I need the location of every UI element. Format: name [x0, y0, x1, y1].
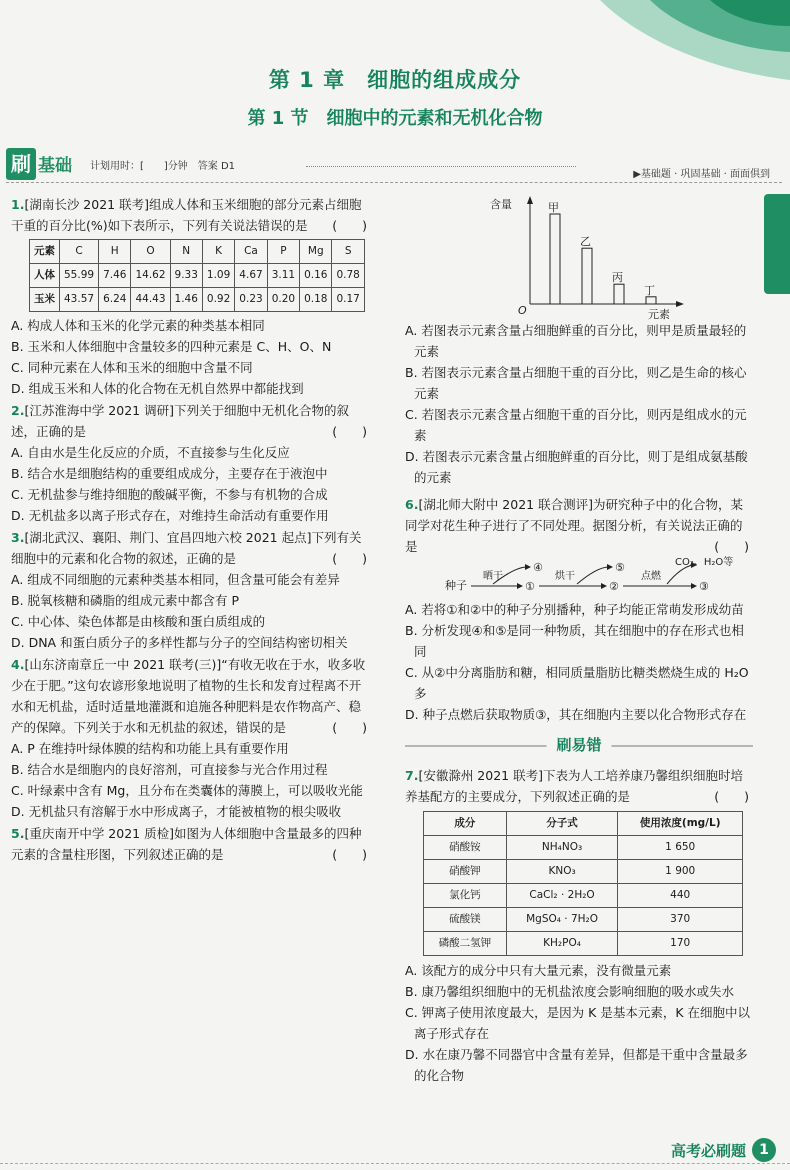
- option-c[interactable]: C. 从②中分离脂肪和糖，相同质量脂肪比糖类燃烧生成的 H₂O 多: [405, 665, 749, 701]
- answer-blank[interactable]: ( ): [332, 424, 367, 439]
- table-cell: 0.16: [300, 264, 332, 288]
- divider-title: 刷易错: [546, 735, 611, 756]
- question-stem: [湖北武汉、襄阳、荆门、宜昌四地六校 2021 起点]下列有关细胞中的元素和化合物的叙述，正确的是: [11, 530, 362, 566]
- bar-label: 乙: [580, 235, 591, 249]
- table-cell: NH₄NO₃: [506, 836, 618, 860]
- table-cell: 55.99: [60, 264, 99, 288]
- practice-banner: [6, 148, 782, 182]
- question-1: [11, 194, 371, 399]
- table-cell: N: [170, 240, 202, 264]
- product-4: ④: [533, 561, 543, 574]
- option-c[interactable]: C. 无机盐参与维持细胞的酸碱平衡，不参与有机物的合成: [11, 487, 328, 502]
- table-header-row: [30, 240, 365, 264]
- table-cell: C: [60, 240, 99, 264]
- option-d[interactable]: D. 组成玉米和人体的化合物在无机自然界中都能找到: [11, 381, 304, 396]
- product-1: ①: [525, 580, 535, 593]
- table-row: [424, 932, 743, 956]
- table-cell: 0.17: [332, 288, 364, 312]
- table-header-row: [424, 812, 743, 836]
- table-cell: Ca: [235, 240, 267, 264]
- bar-丙: [614, 284, 624, 304]
- table-cell: 氯化钙: [424, 884, 507, 908]
- table-cell: 1 650: [618, 836, 743, 860]
- bar-label: 甲: [548, 201, 559, 214]
- option-b[interactable]: B. 结合水是细胞内的良好溶剂，可直接参与光合作用过程: [11, 762, 328, 777]
- origin-label: O: [518, 304, 527, 317]
- answer-blank[interactable]: ( ): [332, 720, 367, 735]
- answer-blank[interactable]: ( ): [332, 218, 367, 233]
- element-table: [29, 239, 365, 312]
- seed-label: 种子: [445, 579, 467, 592]
- dotted-rule: [306, 166, 576, 167]
- question-6: [405, 494, 753, 725]
- option-a[interactable]: A. 构成人体和玉米的化学元素的种类基本相同: [11, 318, 265, 333]
- step-dry-sun: 晒干: [483, 571, 503, 582]
- table-cell: 1.46: [170, 288, 202, 312]
- option-b[interactable]: B. 玉米和人体细胞中含量较多的四种元素是 C、H、O、N: [11, 339, 332, 354]
- option-c[interactable]: C. 同种元素在人体和玉米的细胞中含量不同: [11, 360, 253, 375]
- question-stem: [江苏淮海中学 2021 调研]下列关于细胞中无机化合物的叙述，正确的是: [11, 403, 349, 439]
- table-cell: 44.43: [131, 288, 170, 312]
- badge-label: 基础: [38, 156, 72, 176]
- chapter-title: 第 1 章 细胞的组成成分: [268, 68, 522, 92]
- table-cell: 6.24: [99, 288, 131, 312]
- option-d[interactable]: D. 若图表示元素含量占细胞鲜重的百分比，则丁是组成氨基酸的元素: [405, 449, 748, 485]
- table-cell: K: [202, 240, 234, 264]
- table-cell: 4.67: [235, 264, 267, 288]
- question-stem: [湖南长沙 2021 联考]组成人体和玉米细胞的部分元素占细胞干重的百分比(%)如下表所示，下列有关说法错误的是: [11, 197, 362, 233]
- table-cell: Mg: [300, 240, 332, 264]
- footer: [671, 1138, 776, 1162]
- product-3: ③: [699, 580, 709, 593]
- step-oven-dry: 烘干: [555, 571, 575, 582]
- section-title: 第 1 节 细胞中的元素和无机化合物: [247, 108, 543, 129]
- table-row: [30, 288, 365, 312]
- option-c[interactable]: C. 钾离子使用浓度最大，是因为 K 是基本元素，K 在细胞中以离子形式存在: [405, 1005, 750, 1041]
- side-tab: [764, 194, 790, 294]
- bar-group: [548, 201, 656, 304]
- answer-blank[interactable]: ( ): [714, 539, 749, 554]
- option-a[interactable]: A. 若将①和②中的种子分别播种，种子均能正常萌发形成幼苗: [405, 602, 744, 617]
- table-cell: 硫酸镁: [424, 908, 507, 932]
- footer-brand: 高考必刷题: [670, 1141, 746, 1160]
- option-d[interactable]: D. 种子点燃后获取物质③，其在细胞内主要以化合物形式存在: [405, 707, 747, 722]
- table-cell: O: [131, 240, 170, 264]
- table-cell: 元素: [30, 240, 60, 264]
- plan-time: 计划用时：[ ]分钟 答案 D1: [90, 161, 236, 172]
- table-cell: 7.46: [99, 264, 131, 288]
- question-number: 2.: [11, 403, 25, 418]
- option-b[interactable]: B. 结合水是细胞结构的重要组成成分，主要存在于液泡中: [11, 466, 328, 481]
- question-stem: [重庆南开中学 2021 质检]如图为人体细胞中含量最多的四种元素的含量柱形图，下列叙述正确的是: [11, 826, 362, 862]
- table-cell: S: [332, 240, 364, 264]
- table-row: [424, 908, 743, 932]
- table-cell: 440: [618, 884, 743, 908]
- question-5-stem: [11, 823, 371, 865]
- medium-table: [423, 811, 743, 956]
- product-2: ②: [609, 580, 619, 593]
- table-row: [424, 836, 743, 860]
- banner-rule: [6, 182, 782, 183]
- question-number: 6.: [405, 497, 419, 512]
- question-3: [11, 527, 371, 653]
- y-axis-label: 含量: [490, 198, 512, 211]
- question-number: 1.: [11, 197, 25, 212]
- table-cell: 0.23: [235, 288, 267, 312]
- option-b[interactable]: B. 康乃馨组织细胞中的无机盐浓度会影响细胞的吸水或失水: [405, 984, 735, 999]
- x-axis-arrow: [676, 301, 684, 307]
- element-bar-chart: [490, 194, 690, 321]
- question-stem: [山东济南章丘一中 2021 联考(三)]“有收无收在于水，收多收少在于肥。”这句农谚形象地说明了植物的生长和发育过程离不开水和无机盐，适时适量地灌溉和追施各种肥料是农作物高产、稳产的保障。下列关于水和无机盐的叙述，错误的是: [11, 657, 366, 735]
- table-cell: 0.78: [332, 264, 364, 288]
- question-5-options: [405, 320, 753, 488]
- table-cell: 14.62: [131, 264, 170, 288]
- combustion-products: CO₂、H₂O等: [675, 557, 734, 568]
- table-cell: 人体: [30, 264, 60, 288]
- option-d[interactable]: D. DNA 和蛋白质分子的多样性都与分子的空间结构密切相关: [11, 635, 348, 650]
- seed-processing-flow: [445, 557, 765, 599]
- table-cell: 370: [618, 908, 743, 932]
- answer-blank[interactable]: ( ): [714, 789, 749, 804]
- table-cell: 磷酸二氢钾: [424, 932, 507, 956]
- table-cell: 玉米: [30, 288, 60, 312]
- table-cell: 硝酸钾: [424, 860, 507, 884]
- table-row: [424, 884, 743, 908]
- option-b[interactable]: B. 若图表示元素含量占细胞干重的百分比，则乙是生命的核心元素: [405, 365, 747, 401]
- table-cell: 硝酸铵: [424, 836, 507, 860]
- x-axis-label: 元素: [648, 308, 670, 321]
- table-cell: 3.11: [267, 264, 299, 288]
- bar-丁: [646, 297, 656, 304]
- table-cell: H: [99, 240, 131, 264]
- option-b[interactable]: B. 脱氧核糖和磷脂的组成元素中都含有 P: [11, 593, 240, 608]
- question-4: [11, 654, 371, 822]
- product-5: ⑤: [615, 561, 625, 574]
- answer-blank[interactable]: ( ): [332, 847, 367, 862]
- table-cell: 分子式: [506, 812, 618, 836]
- table-cell: CaCl₂ · 2H₂O: [506, 884, 618, 908]
- question-number: 7.: [405, 768, 419, 783]
- bar-label: 丁: [644, 283, 655, 297]
- badge-brush: 刷: [6, 148, 36, 180]
- table-cell: 9.33: [170, 264, 202, 288]
- option-c[interactable]: C. 叶绿素中含有 Mg，且分布在类囊体的薄膜上，可以吸收光能: [11, 783, 363, 798]
- option-a[interactable]: A. P 在维持叶绿体膜的结构和功能上具有重要作用: [11, 741, 289, 756]
- banner-tagline: ▶基础题 · 巩固基础 · 面面俱到: [633, 169, 770, 180]
- question-7: [405, 765, 753, 1086]
- page-number: 1: [752, 1138, 776, 1162]
- right-column: [405, 194, 753, 1087]
- left-column: [11, 194, 371, 866]
- option-c[interactable]: C. 中心体、染色体都是由核酸和蛋白质组成的: [11, 614, 266, 629]
- table-cell: 1.09: [202, 264, 234, 288]
- table-cell: P: [267, 240, 299, 264]
- answer-blank[interactable]: ( ): [332, 551, 367, 566]
- table-cell: 0.20: [267, 288, 299, 312]
- option-a[interactable]: A. 若图表示元素含量占细胞鲜重的百分比，则甲是质量最轻的元素: [405, 323, 747, 359]
- option-a[interactable]: A. 该配方的成分中只有大量元素，没有微量元素: [405, 963, 672, 978]
- table-cell: KNO₃: [506, 860, 618, 884]
- table-row: [424, 860, 743, 884]
- bar-label: 丙: [612, 271, 623, 285]
- y-axis-arrow: [527, 196, 533, 204]
- table-cell: 成分: [424, 812, 507, 836]
- table-cell: 43.57: [60, 288, 99, 312]
- table-cell: 使用浓度(mg/L): [618, 812, 743, 836]
- option-d[interactable]: D. 无机盐只有溶解于水中形成离子，才能被植物的根尖吸收: [11, 804, 342, 819]
- table-row: [30, 264, 365, 288]
- table-cell: 170: [618, 932, 743, 956]
- option-a[interactable]: A. 组成不同细胞的元素种类基本相同，但含量可能会有差异: [11, 572, 340, 587]
- question-2: [11, 400, 371, 526]
- table-cell: MgSO₄ · 7H₂O: [506, 908, 618, 932]
- option-c[interactable]: C. 若图表示元素含量占细胞干重的百分比，则丙是组成水的元素: [405, 407, 747, 443]
- question-number: 5.: [11, 826, 25, 841]
- bar-甲: [550, 214, 560, 304]
- option-b[interactable]: B. 分析发现④和⑤是同一种物质，其在细胞中的存在形式也相同: [405, 623, 744, 659]
- footer-rule: [0, 1163, 790, 1164]
- question-stem: [湖北师大附中 2021 联合测评]为研究种子中的化合物，某同学对花生种子进行了不同处理。据图分析，有关说法正确的是: [405, 497, 743, 554]
- table-cell: 0.92: [202, 288, 234, 312]
- option-d[interactable]: D. 无机盐多以离子形式存在，对维持生命活动有重要作用: [11, 508, 329, 523]
- step-ignite: 点燃: [641, 571, 661, 582]
- section-divider: [405, 733, 753, 759]
- question-number: 4.: [11, 657, 25, 672]
- option-a[interactable]: A. 自由水是生化反应的介质，不直接参与生化反应: [11, 445, 290, 460]
- question-number: 3.: [11, 530, 25, 545]
- table-cell: 0.18: [300, 288, 332, 312]
- option-d[interactable]: D. 水在康乃馨不同器官中含量有差异，但都是干重中含量最多的化合物: [405, 1047, 748, 1083]
- question-stem: [安徽滁州 2021 联考]下表为人工培养康乃馨组织细胞时培养基配方的主要成分，下列叙述正确的是: [405, 768, 743, 804]
- table-cell: 1 900: [618, 860, 743, 884]
- table-cell: KH₂PO₄: [506, 932, 618, 956]
- bar-乙: [582, 248, 592, 304]
